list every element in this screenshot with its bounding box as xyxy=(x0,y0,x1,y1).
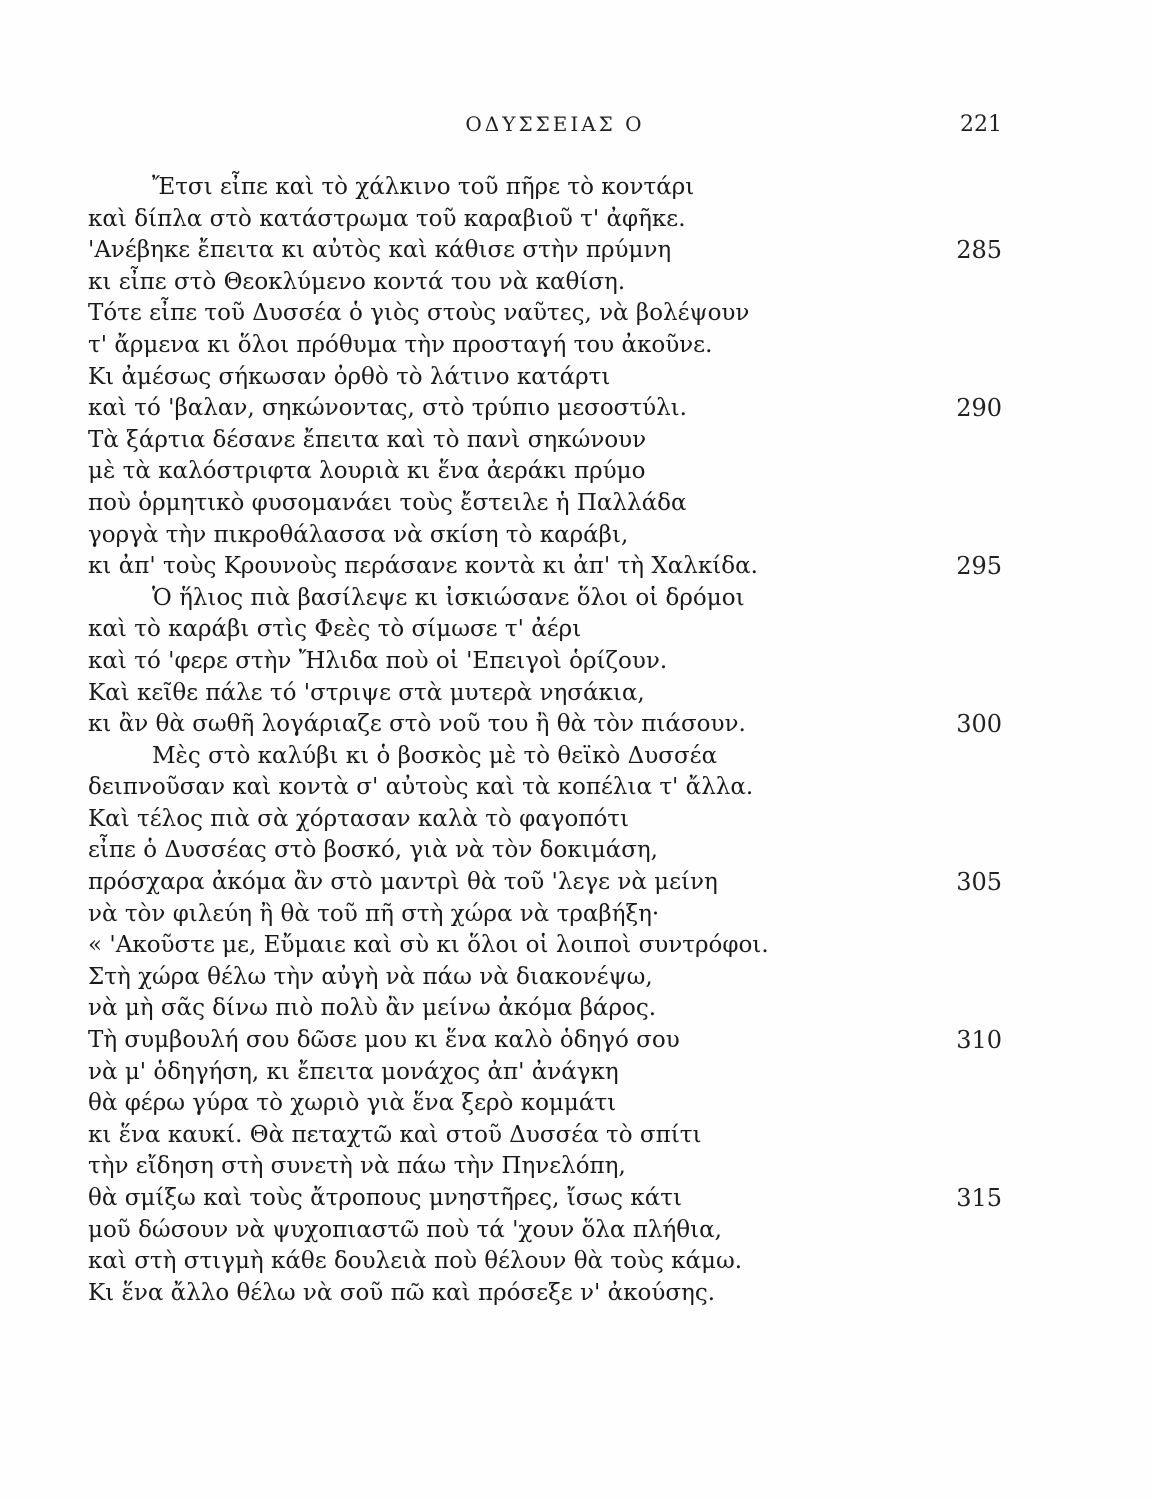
verse-text: γοργὰ τὴν πικροθάλασσα νὰ σκίση τὸ καράβι, xyxy=(88,521,629,548)
verse-line xyxy=(0,1183,1152,1215)
verse-line xyxy=(0,1278,1152,1310)
verse-text: Ὁ ἥλιος πιὰ βασίλεψε κι ἰσκιώσανε ὅλοι οἱ δρόμοι xyxy=(152,584,745,611)
verse-line xyxy=(0,930,1152,962)
verse-line xyxy=(0,646,1152,678)
verse-text: θὰ φέρω γύρα τὸ χωριὸ γιὰ ἕνα ξερὸ κομμάτι xyxy=(88,1090,617,1117)
verse-text: Τὰ ξάρτια δέσανε ἔπειτα καὶ τὸ πανὶ σηκώνουν xyxy=(88,426,647,453)
line-number: 295 xyxy=(956,552,1002,581)
verse-line xyxy=(0,267,1152,299)
line-number: 285 xyxy=(956,236,1002,265)
verse-line xyxy=(0,678,1152,710)
verse-line xyxy=(0,962,1152,994)
verse-text: καὶ τό 'φερε στὴν Ἤλιδα ποὺ οἱ 'Επειγοὶ ὁρίζουν. xyxy=(88,647,668,674)
verse-line xyxy=(0,804,1152,836)
verse-line xyxy=(0,330,1152,362)
verse-text: μοῦ δώσουν νὰ ψυχοπιαστῶ ποὺ τά 'χουν ὅλα πλήθια, xyxy=(88,1216,722,1243)
verse-line xyxy=(0,362,1152,394)
verse-text: κι εἶπε στὸ Θεοκλύμενο κοντά του νὰ καθίση. xyxy=(88,268,626,295)
verse-text: Καὶ τέλος πιὰ σὰ χόρτασαν καλὰ τὸ φαγοπότι xyxy=(88,805,630,832)
verse-line xyxy=(0,393,1152,425)
verse-text: τὴν εἴδηση στὴ συνετὴ νὰ πάω τὴν Πηνελόπη, xyxy=(88,1153,626,1180)
verse-text: κι ἂν θὰ σωθῆ λογάριαζε στὸ νοῦ του ἢ θὰ τὸν πιάσουν. xyxy=(88,711,746,738)
verse-line xyxy=(0,425,1152,457)
verse-line xyxy=(0,551,1152,583)
line-number: 310 xyxy=(956,1026,1002,1055)
verse-line xyxy=(0,1215,1152,1247)
verse-line xyxy=(0,456,1152,488)
verse-line xyxy=(0,583,1152,615)
verse-line xyxy=(0,1057,1152,1089)
verse-text: καὶ δίπλα στὸ κατάστρωμα τοῦ καραβιοῦ τ' ἀφῆκε. xyxy=(88,205,686,232)
verse-text: Κι ἀμέσως σήκωσαν ὀρθὸ τὸ λάτινο κατάρτι xyxy=(88,363,611,390)
verse-line xyxy=(0,488,1152,520)
verse-text: καὶ τό 'βαλαν, σηκώνοντας, στὸ τρύπιο μεσοστύλι. xyxy=(88,395,687,422)
verse-text: καὶ τὸ καράβι στὶς Φεὲς τὸ σίμωσε τ' ἀέρι xyxy=(88,616,582,643)
verse-text: κι ἕνα καυκί. Θὰ πεταχτῶ καὶ στοῦ Δυσσέα τὸ σπίτι xyxy=(88,1121,702,1148)
line-number: 305 xyxy=(956,868,1002,897)
verse-line xyxy=(0,1151,1152,1183)
verse-text: νὰ μὴ σᾶς δίνω πιὸ πολὺ ἂν μείνω ἀκόμα βάρος. xyxy=(88,995,657,1022)
verse-text: Κι ἕνα ἄλλο θέλω νὰ σοῦ πῶ καὶ πρόσεξε ν' ἀκούσης. xyxy=(88,1279,716,1306)
verse-line xyxy=(0,867,1152,899)
verse-text: Τότε εἶπε τοῦ Δυσσέα ὁ γιὸς στοὺς ναῦτες, νὰ βολέψουν xyxy=(88,300,750,327)
verse-text: 'Ανέβηκε ἔπειτα κι αὐτὸς καὶ κάθισε στὴν πρύμνη xyxy=(88,237,672,264)
verse-line xyxy=(0,709,1152,741)
verse-line xyxy=(0,1025,1152,1057)
verse-line xyxy=(0,1120,1152,1152)
verse-line xyxy=(0,1246,1152,1278)
verse-line xyxy=(0,614,1152,646)
verse-line xyxy=(0,172,1152,204)
verse-text: Καὶ κεῖθε πάλε τό 'στριψε στὰ μυτερὰ νησάκια, xyxy=(88,679,645,706)
line-number: 300 xyxy=(956,710,1002,739)
verse-line xyxy=(0,993,1152,1025)
verse-text: Τὴ συμβουλή σου δῶσε μου κι ἕνα καλὸ ὁδηγό σου xyxy=(88,1027,680,1054)
verse-text: θὰ σμίξω καὶ τοὺς ἄτροπους μνηστῆρες, ἴσως κάτι xyxy=(88,1185,683,1211)
verse-text: καὶ στὴ στιγμὴ κάθε δουλειὰ ποὺ θέλουν θὰ τοὺς κάμω. xyxy=(88,1248,743,1275)
verse-line xyxy=(0,741,1152,773)
verse-text: Μὲς στὸ καλύβι κι ὁ βοσκὸς μὲ τὸ θεϊκὸ Δυσσέα xyxy=(152,742,718,769)
verse-block xyxy=(0,172,1152,1309)
verse-text: Ἔτσι εἶπε καὶ τὸ χάλκινο τοῦ πῆρε τὸ κοντάρι xyxy=(152,174,695,200)
verse-text: δειπνοῦσαν καὶ κοντὰ σ' αὐτοὺς καὶ τὰ κοπέλια τ' ἄλλα. xyxy=(88,774,754,801)
verse-text: κι ἀπ' τοὺς Κρουνοὺς περάσανε κοντὰ κι ἀπ' τὴ Χαλκίδα. xyxy=(88,553,758,580)
verse-line xyxy=(0,235,1152,267)
verse-line xyxy=(0,298,1152,330)
verse-line xyxy=(0,835,1152,867)
verse-text: ποὺ ὁρμητικὸ φυσομανάει τοὺς ἔστειλε ἡ Παλλάδα xyxy=(88,489,687,516)
verse-text: νὰ τὸν φιλεύη ἢ θὰ τοῦ πῆ στὴ χώρα νὰ τραβήξη· xyxy=(88,900,660,927)
verse-line xyxy=(0,899,1152,931)
verse-text: μὲ τὰ καλόστριφτα λουριὰ κι ἕνα ἀεράκι πρύμο xyxy=(88,458,646,485)
verse-text: εἶπε ὁ Δυσσέας στὸ βοσκό, γιὰ νὰ τὸν δοκιμάση, xyxy=(88,837,658,864)
verse-line xyxy=(0,1088,1152,1120)
verse-text: πρόσχαρα ἀκόμα ἂν στὸ μαντρὶ θὰ τοῦ 'λεγε νὰ μείνη xyxy=(88,869,718,896)
running-title: ΟΔΥΣΣΕΙΑΣ Ο xyxy=(465,112,645,136)
line-number: 315 xyxy=(956,1184,1002,1212)
verse-text: νὰ μ' ὁδηγήση, κι ἔπειτα μονάχος ἀπ' ἀνάγκη xyxy=(88,1058,619,1085)
line-number: 290 xyxy=(956,394,1002,423)
verse-text: « 'Ακοῦστε με, Εὔμαιε καὶ σὺ κι ὅλοι οἱ λοιποὶ συντρόφοι. xyxy=(88,932,769,959)
verse-text: τ' ἄρμενα κι ὅλοι πρόθυμα τὴν προσταγή του ἀκοῦνε. xyxy=(88,331,713,358)
verse-text: Στὴ χώρα θέλω τὴν αὐγὴ νὰ πάω νὰ διακονέψω, xyxy=(88,963,653,990)
verse-line xyxy=(0,772,1152,804)
verse-line xyxy=(0,204,1152,236)
page-number: 221 xyxy=(960,112,1002,137)
verse-line xyxy=(0,520,1152,552)
